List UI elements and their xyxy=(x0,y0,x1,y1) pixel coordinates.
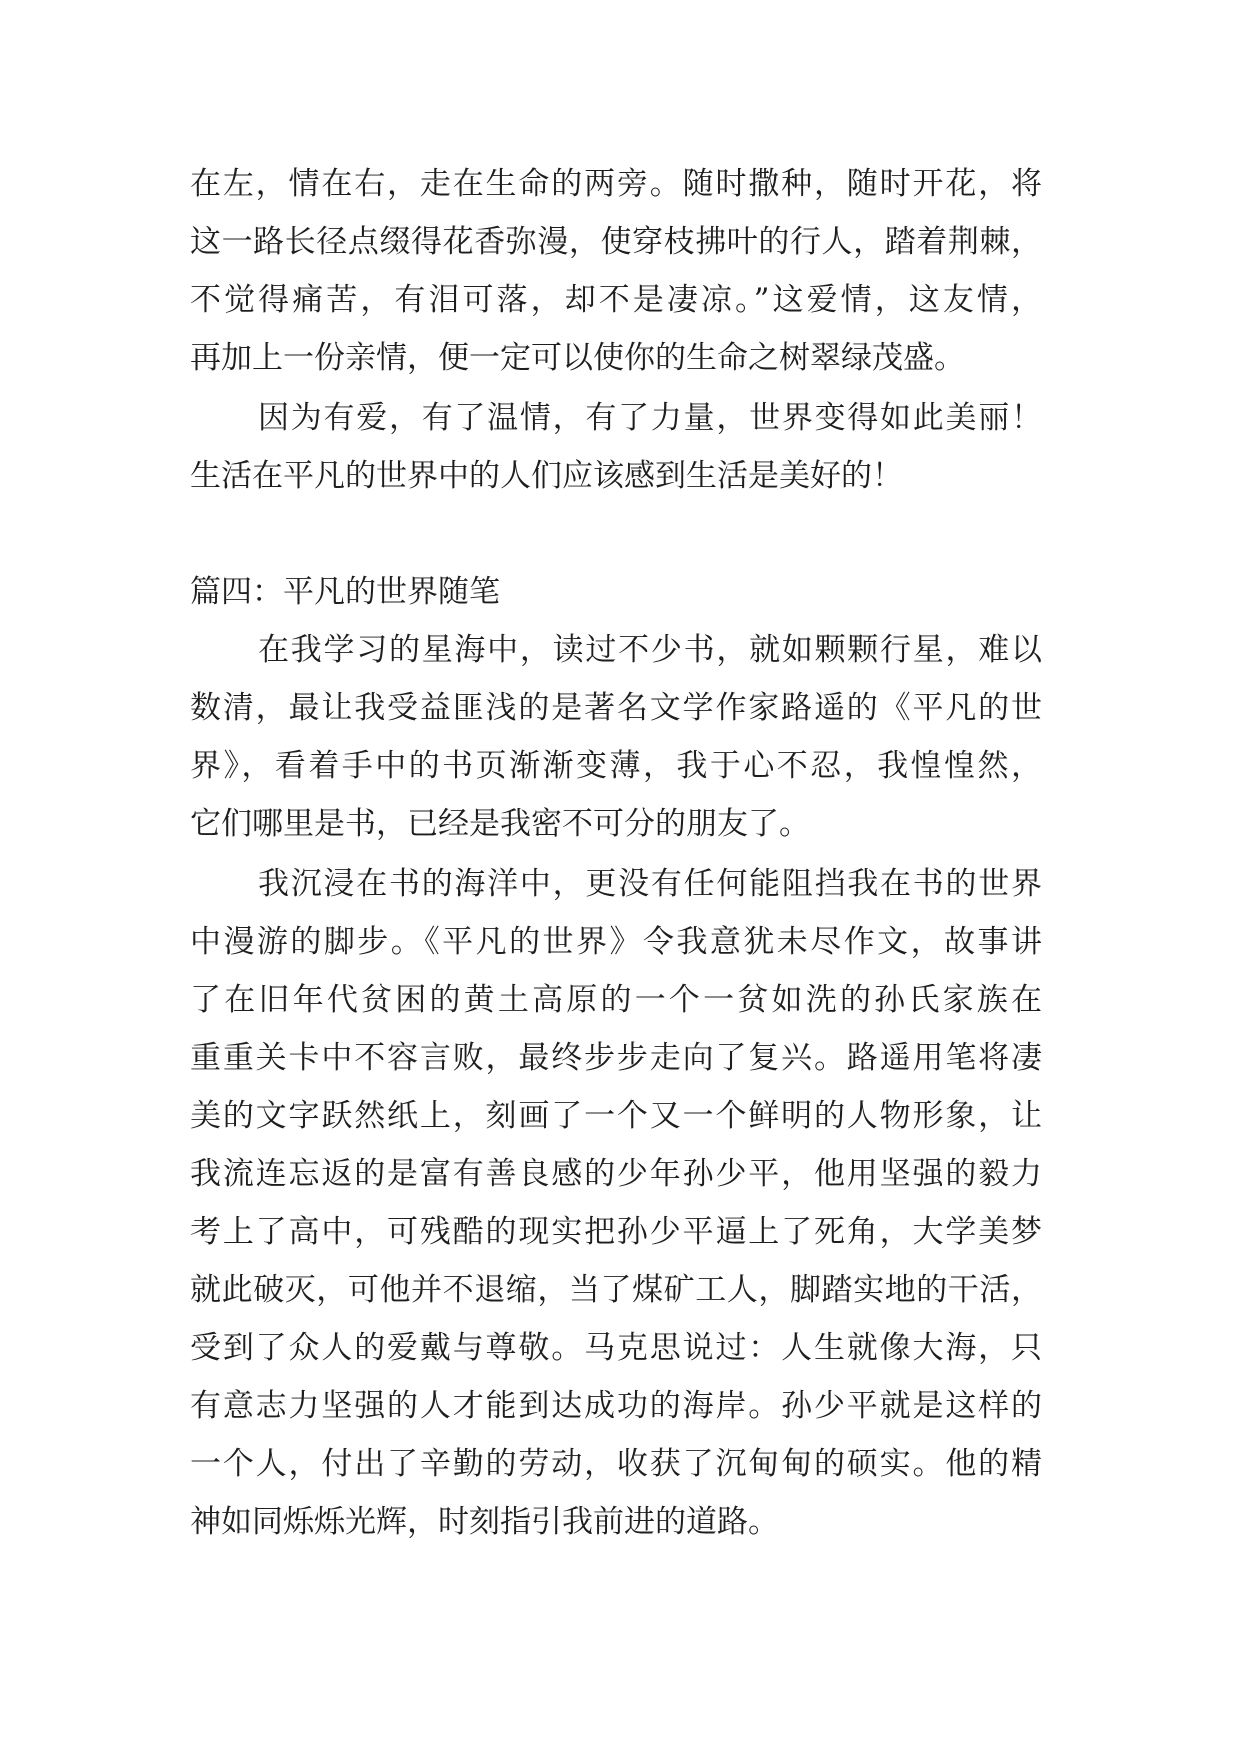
paragraph-4-line-12: 神如同烁烁光辉，时刻指引我前进的道路。 xyxy=(190,1504,779,1540)
paragraph-1-line-4: 再加上一份亲情，便一定可以使你的生命之树翠绿茂盛。 xyxy=(190,340,965,376)
paragraph-4-line-7: 考上了高中，可残酷的现实把孙少平逼上了死角，大学美梦 xyxy=(190,1214,1042,1250)
paragraph-4-line-9: 受到了众人的爱戴与尊敬。马克思说过：人生就像大海，只 xyxy=(190,1330,1042,1366)
paragraph-3-line-4: 它们哪里是书，已经是我密不可分的朋友了。 xyxy=(190,806,810,842)
paragraph-3-line-3: 界》，看着手中的书页渐渐变薄，我于心不忍，我惶惶然， xyxy=(190,748,1042,784)
paragraph-4-line-6: 我流连忘返的是富有善良感的少年孙少平，他用坚强的毅力 xyxy=(190,1156,1042,1192)
section-heading: 篇四：平凡的世界随笔 xyxy=(190,574,500,610)
paragraph-3-line-1: 在我学习的星海中，读过不少书，就如颗颗行星，难以 xyxy=(258,632,1042,668)
paragraph-1-line-3: 不觉得痛苦，有泪可落，却不是凄凉。”这爱情，这友情， xyxy=(190,282,1042,318)
paragraph-4-line-10: 有意志力坚强的人才能到达成功的海岸。孙少平就是这样的 xyxy=(190,1388,1042,1424)
paragraph-4-line-8: 就此破灭，可他并不退缩，当了煤矿工人，脚踏实地的干活， xyxy=(190,1272,1042,1308)
paragraph-4-line-4: 重重关卡中不容言败，最终步步走向了复兴。路遥用笔将凄 xyxy=(190,1040,1042,1076)
paragraph-1-line-2: 这一路长径点缀得花香弥漫，使穿枝拂叶的行人，踏着荆棘， xyxy=(190,224,1042,260)
paragraph-4-line-11: 一个人，付出了辛勤的劳动，收获了沉甸甸的硕实。他的精 xyxy=(190,1446,1042,1482)
paragraph-3-line-2: 数清，最让我受益匪浅的是著名文学作家路遥的《平凡的世 xyxy=(190,690,1042,726)
paragraph-2-line-2: 生活在平凡的世界中的人们应该感到生活是美好的！ xyxy=(190,458,903,494)
paragraph-4-line-1: 我沉浸在书的海洋中，更没有任何能阻挡我在书的世界 xyxy=(258,866,1042,902)
paragraph-4-line-5: 美的文字跃然纸上，刻画了一个又一个鲜明的人物形象，让 xyxy=(190,1098,1042,1134)
paragraph-4-line-3: 了在旧年代贫困的黄土高原的一个一贫如洗的孙氏家族在 xyxy=(190,982,1042,1018)
paragraph-1-line-1: 在左，情在右，走在生命的两旁。随时撒种，随时开花，将 xyxy=(190,166,1042,202)
paragraph-2-line-1: 因为有爱，有了温情，有了力量，世界变得如此美丽！ xyxy=(258,400,1042,436)
paragraph-4-line-2: 中漫游的脚步。《平凡的世界》令我意犹未尽作文，故事讲 xyxy=(190,924,1042,960)
